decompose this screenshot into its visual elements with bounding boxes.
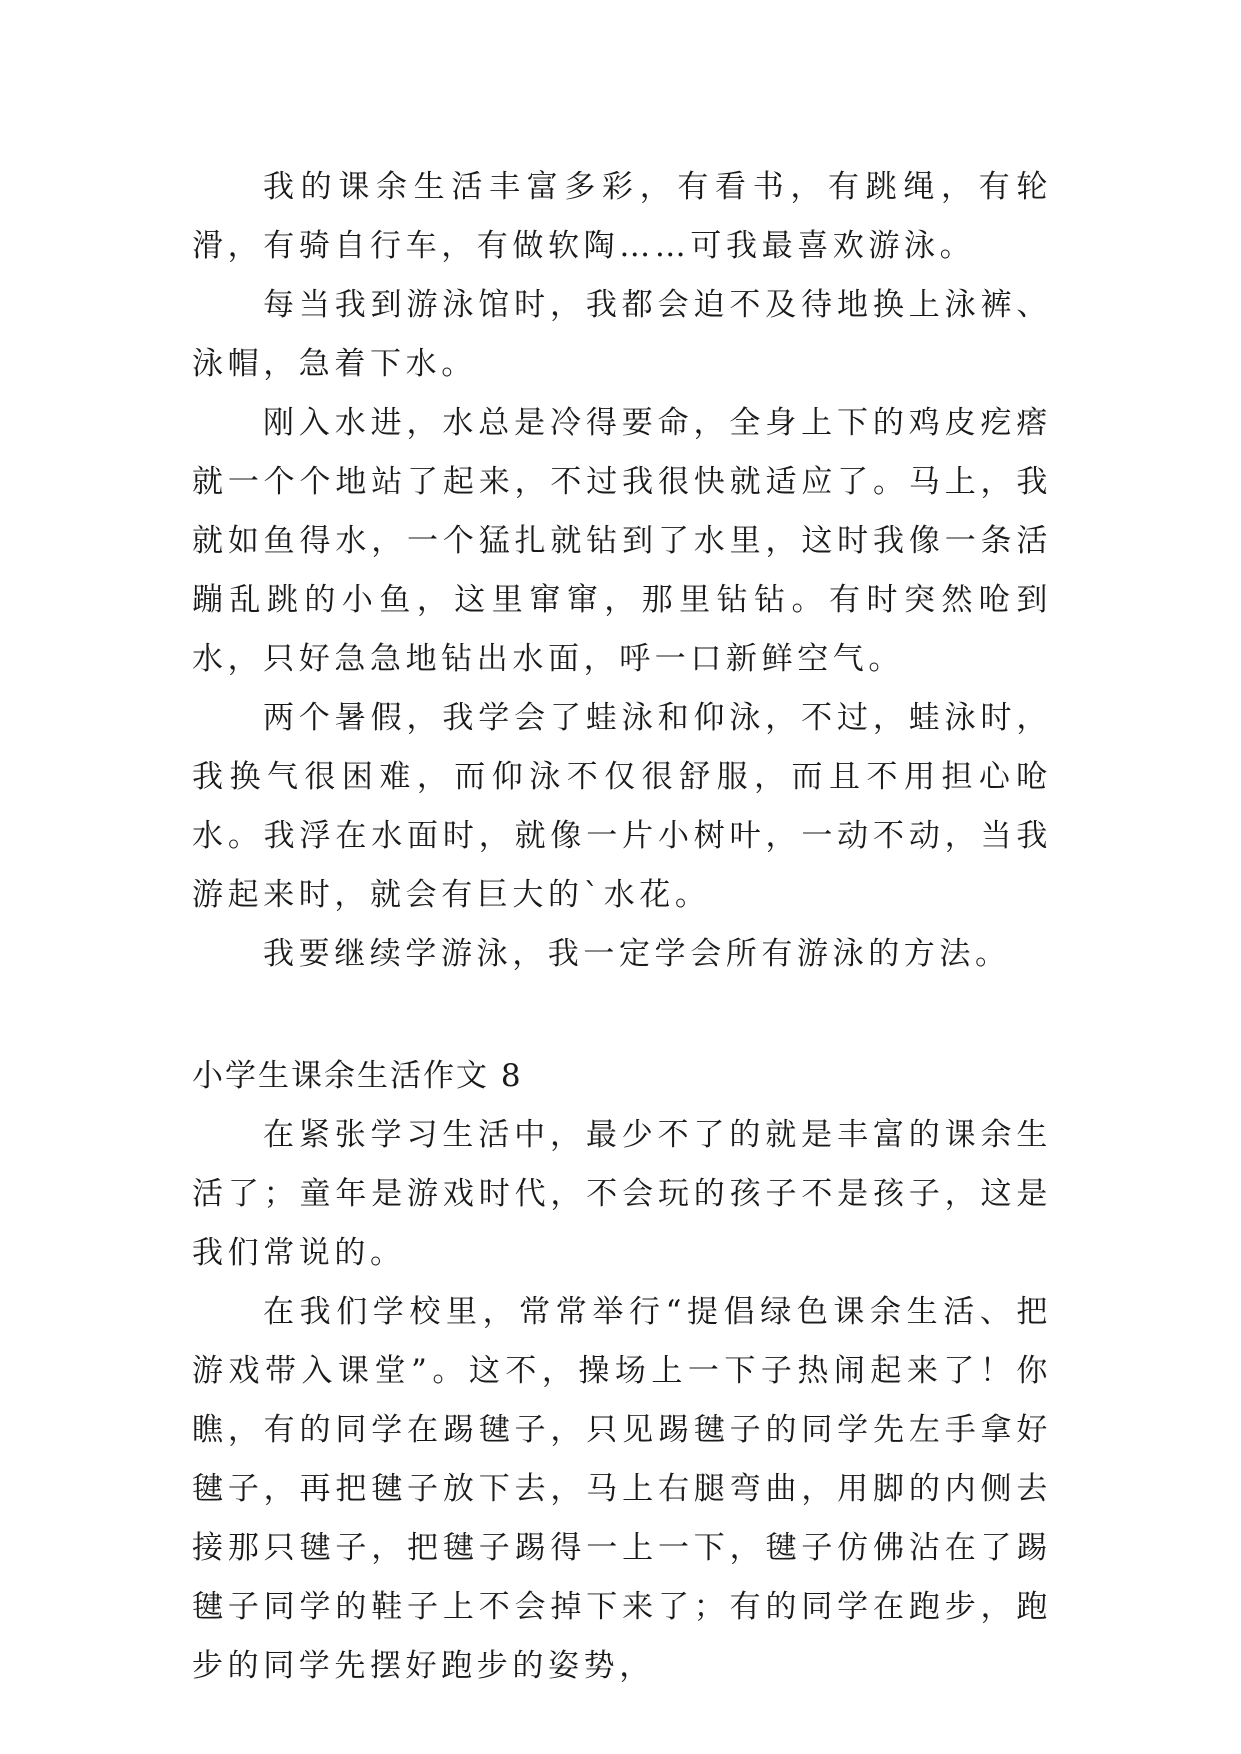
paragraph: 我要继续学游泳，我一定学会所有游泳的方法。 [263, 936, 1011, 972]
section-spacer [192, 984, 1052, 1047]
paragraph: 我的课余生活丰富多彩，有看书，有跳绳，有轮滑，有骑自行车，有做软陶……可我最喜欢游泳。 [192, 169, 1052, 264]
paragraph: 两个暑假，我学会了蛙泳和仰泳，不过，蛙泳时，我换气很困难，而仰泳不仅很舒服，而且不用担心呛水。我浮在水面时，就像一片小树叶，一动不动，当我游起来时，就会有巨大的`水花。 [192, 700, 1052, 913]
section-title: 小学生课余生活作文 8 [192, 1058, 523, 1094]
paragraph: 在我们学校里，常常举行“提倡绿色课余生活、把游戏带入课堂”。这不，操场上一下子热闹起来了！你瞧，有的同学在踢毽子，只见踢毽子的同学先左手拿好毽子，再把毽子放下去，马上右腿弯曲，用脚的内侧去接那只毽子，把毽子踢得一上一下，毽子仿佛沾在了踢毽子同学的鞋子上不会掉下来了；有的同学在跑步，跑步的同学先摆好跑步的姿势， [192, 1294, 1052, 1684]
paragraph: 每当我到游泳馆时，我都会迫不及待地换上泳裤、泳帽，急着下水。 [192, 287, 1052, 382]
document-body [192, 158, 1052, 1696]
paragraph: 在紧张学习生活中，最少不了的就是丰富的课余生活了；童年是游戏时代，不会玩的孩子不是孩子，这是我们常说的。 [192, 1117, 1052, 1271]
paragraph: 刚入水进，水总是冷得要命，全身上下的鸡皮疙瘩就一个个地站了起来，不过我很快就适应了。马上，我就如鱼得水，一个猛扎就钻到了水里，这时我像一条活蹦乱跳的小鱼，这里窜窜，那里钻钻。有时突然呛到水，只好急急地钻出水面，呼一口新鲜空气。 [192, 405, 1052, 677]
